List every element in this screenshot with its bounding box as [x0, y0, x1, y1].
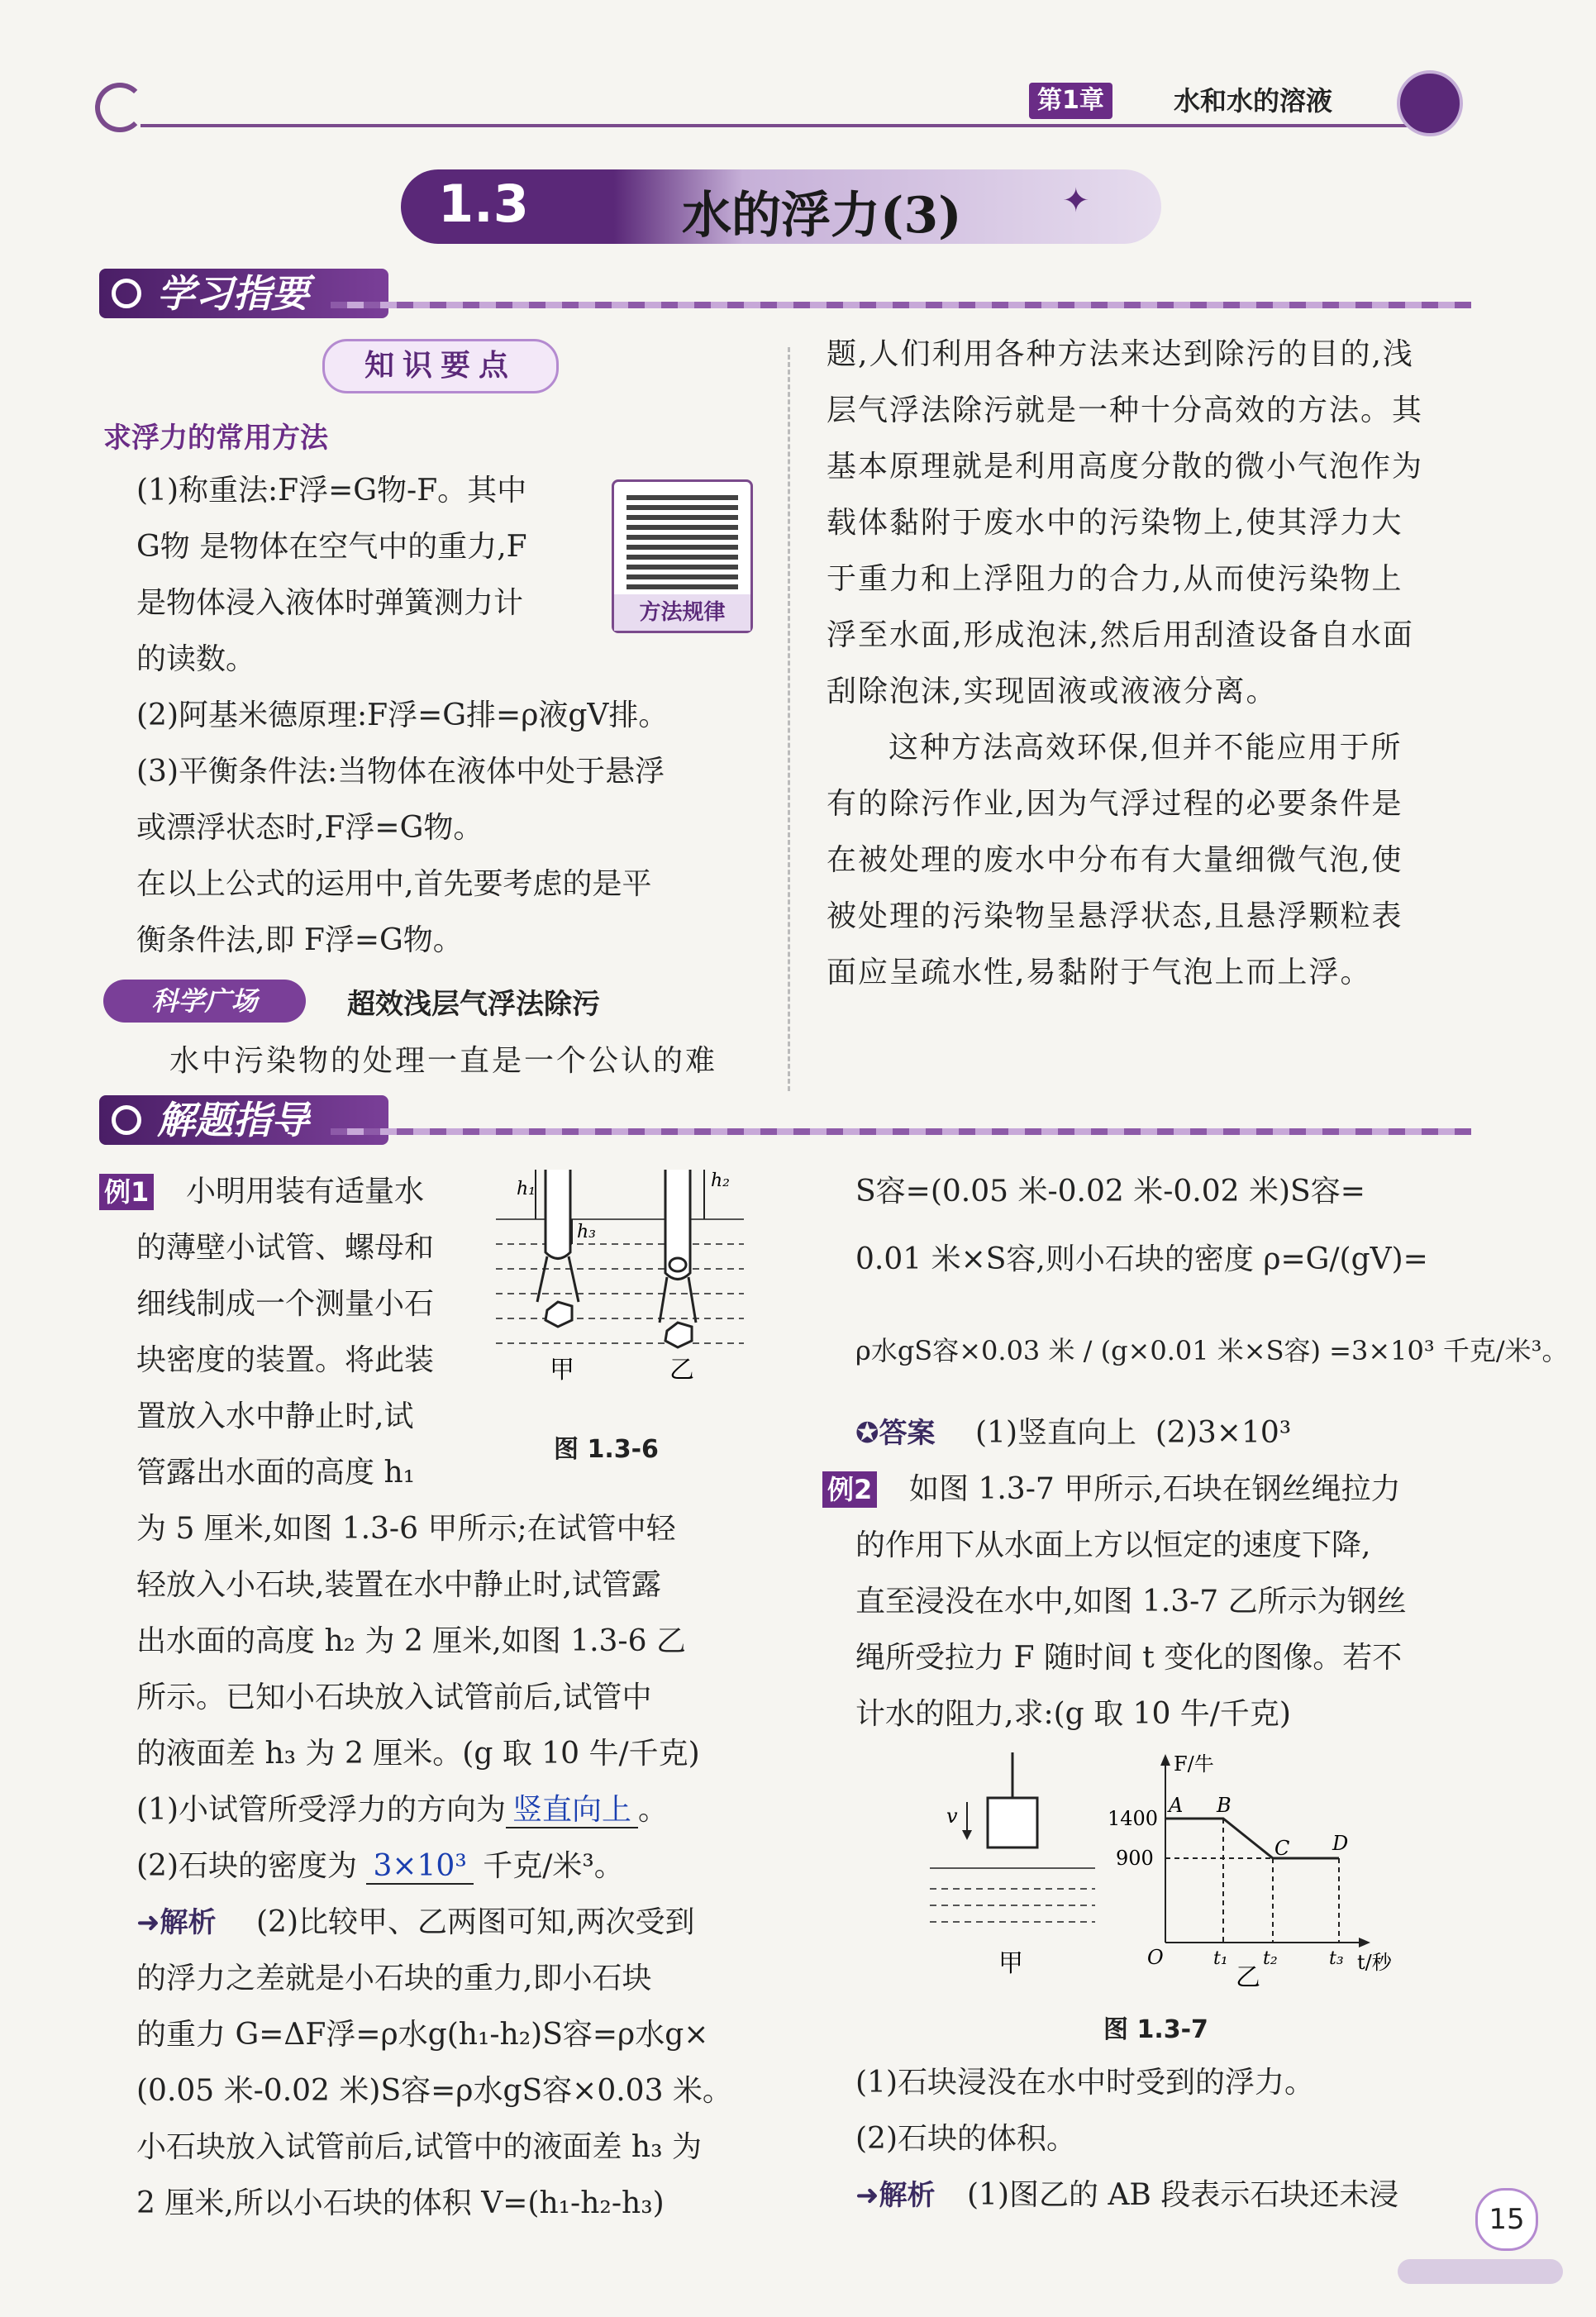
- science-text: 水中污染物的处理一直是一个公认的难: [169, 1044, 718, 1078]
- star-icon: ✪: [855, 1417, 879, 1450]
- study-guide-icon: [112, 279, 141, 308]
- study-line: 在以上公式的运用中,首先要考虑的是平: [136, 867, 652, 901]
- science-text: 刮除泡沫,实现固液或液液分离。: [827, 675, 1278, 708]
- analysis-right-line: S容=(0.05 米-0.02 米-0.02 米)S容=: [855, 1175, 1365, 1209]
- example2-line: 如图 1.3-7 甲所示,石块在钢丝绳拉力: [909, 1472, 1401, 1506]
- question-text: (2)石块的密度为: [136, 1849, 357, 1883]
- study-line: 或漂浮状态时,F浮=G物。: [136, 811, 484, 845]
- study-line: (3)平衡条件法:当物体在液体中处于悬浮: [136, 755, 665, 789]
- science-text: 浮至水面,形成泡沫,然后用刮渣设备自水面: [827, 618, 1414, 652]
- analysis-line: (2)比较甲、乙两图可知,两次受到: [256, 1905, 695, 1939]
- answer-label: 答案: [879, 1417, 936, 1450]
- study-line: 衡条件法,即 F浮=G物。: [136, 923, 463, 957]
- example1-line: 细线制成一个测量小石: [136, 1287, 435, 1321]
- example1-line: 的液面差 h₃ 为 2 厘米。(g 取 10 牛/千克): [136, 1737, 700, 1771]
- example2-question-2: (2)石块的体积。: [855, 2122, 1076, 2156]
- origin-label: O: [1147, 1946, 1164, 1969]
- label-h2: h₂: [711, 1170, 730, 1191]
- chapter-title: 水和水的溶液: [1174, 85, 1333, 117]
- example2-question-1: (1)石块浸没在水中时受到的浮力。: [855, 2066, 1314, 2100]
- test-tube-b: [660, 1170, 696, 1347]
- tick-t2: t₂: [1263, 1948, 1278, 1969]
- water-lines: [496, 1219, 744, 1343]
- example1-line: 为 5 厘米,如图 1.3-6 甲所示;在试管中轻: [136, 1512, 676, 1546]
- x-axis-label: t/秒: [1357, 1951, 1392, 1974]
- tick-1400: 1400: [1108, 1807, 1159, 1830]
- stone-block: [988, 1798, 1037, 1847]
- example2-line: 的作用下从水面上方以恒定的速度下降,: [855, 1528, 1371, 1562]
- example1-line: 所示。已知小石块放入试管前后,试管中: [136, 1681, 652, 1714]
- header-badge-icon: [1397, 70, 1463, 136]
- label-h1: h₁: [517, 1179, 536, 1199]
- question-text: (1)小试管所受浮力的方向为: [136, 1793, 506, 1827]
- sparkle-icon: ✦: [1062, 182, 1090, 220]
- example1-tag: 例1: [99, 1174, 154, 1210]
- science-text: 有的除污作业,因为气浮过程的必要条件是: [827, 787, 1403, 821]
- test-tube-a: [537, 1170, 579, 1327]
- guide-lines: [1165, 1819, 1339, 1943]
- science-text: 在被处理的废水中分布有大量细微气泡,使: [827, 843, 1403, 877]
- point-b: B: [1217, 1794, 1232, 1817]
- study-line: (1)称重法:F浮=G物-F。其中: [136, 474, 527, 508]
- analysis-tag: [136, 1895, 217, 1951]
- science-text: 基本原理就是利用高度分散的微小气泡作为: [827, 450, 1424, 484]
- force-curve: [1165, 1819, 1339, 1858]
- figure-1-3-7-b: [1099, 1744, 1405, 1992]
- example2-analysis: (1)图乙的 AB 段表示石块还未浸: [967, 2178, 1399, 2212]
- point-d: D: [1332, 1832, 1349, 1855]
- science-text: 面应呈疏水性,易黏附于气泡上而上浮。: [827, 956, 1372, 989]
- qr-code[interactable]: [612, 479, 753, 633]
- qr-label: 方法规律: [614, 594, 750, 631]
- label-b: 乙: [1236, 1963, 1260, 1992]
- point-c: C: [1274, 1837, 1290, 1860]
- analysis-line: 的浮力之差就是小石块的重力,即小石块: [136, 1962, 652, 1995]
- tick-t1: t₁: [1213, 1948, 1228, 1969]
- example1-line: 出水面的高度 h₂ 为 2 厘米,如图 1.3-6 乙: [136, 1624, 686, 1658]
- column-divider: [788, 347, 790, 1091]
- answer-blank: 3×10³: [366, 1849, 473, 1885]
- science-text: 载体黏附于废水中的污染物上,使其浮力大: [827, 506, 1403, 540]
- example1-line: 的薄壁小试管、螺母和: [136, 1231, 435, 1265]
- knowledge-points-label: 知识要点: [322, 339, 559, 393]
- section-number: 1.3: [438, 174, 529, 234]
- label-h3: h₃: [577, 1222, 596, 1242]
- water-surface: [930, 1868, 1095, 1922]
- answer-blank: 竖直向上: [506, 1793, 638, 1828]
- example2-line: 直至浸没在水中,如图 1.3-7 乙所示为钢丝: [855, 1585, 1407, 1619]
- chapter-tag: 第1章: [1029, 83, 1112, 119]
- example2-analysis-tag: [855, 2167, 936, 2224]
- solving-guide-heading: 解题指导: [99, 1095, 388, 1145]
- study-line: 是物体浸入液体时弹簧测力计: [136, 586, 524, 620]
- analysis-label: 解析: [160, 1906, 217, 1939]
- analysis-line: (0.05 米-0.02 米)S容=ρ水gS容×0.03 米。: [136, 2074, 732, 2108]
- study-line: 的读数。: [136, 642, 256, 676]
- example2-line: 计水的阻力,求:(g 取 10 牛/千克): [855, 1697, 1291, 1731]
- analysis-right-line: 0.01 米×S容,则小石块的密度 ρ=G/(gV)=: [855, 1242, 1428, 1276]
- example1-line: 轻放入小石块,装置在水中静止时,试管露: [136, 1568, 661, 1602]
- footer-decoration: [1398, 2259, 1563, 2284]
- study-line: G物 是物体在空气中的重力,F: [136, 530, 527, 564]
- label-a: 甲: [550, 1356, 574, 1385]
- label-a: 甲: [998, 1949, 1023, 1978]
- topic-heading: 求浮力的常用方法: [103, 422, 328, 455]
- figure-1-3-6: [479, 1161, 760, 1409]
- example1-line: 小明用装有适量水: [186, 1175, 425, 1209]
- arrow-icon: ➜: [136, 1906, 160, 1939]
- period: 。: [638, 1793, 669, 1827]
- analysis-right-line: ρ水gS容×0.03 米 / (g×0.01 米×S容) =3×10³ 千克/米³。: [855, 1335, 1569, 1366]
- solving-guide-rule: [331, 1128, 1471, 1135]
- y-axis-arrow: [1160, 1754, 1170, 1766]
- figure-1-3-7-caption: 图 1.3-7: [1103, 2015, 1208, 2044]
- y-axis-label: F/牛: [1174, 1752, 1214, 1776]
- example2-tag: 例2: [822, 1471, 877, 1508]
- science-title: 超效浅层气浮法除污: [347, 988, 600, 1021]
- figure-1-3-7-a: [909, 1744, 1108, 1984]
- example1-question-2: [136, 1838, 624, 1895]
- science-tag: 科学广场: [103, 980, 306, 1023]
- example1-question-1: [136, 1782, 668, 1838]
- arrow-head: [962, 1830, 972, 1840]
- label-v: v: [946, 1804, 958, 1828]
- example1-line: 置放入水中静止时,试: [136, 1399, 414, 1433]
- example2-line: 绳所受拉力 F 随时间 t 变化的图像。若不: [855, 1641, 1403, 1675]
- analysis-line: 2 厘米,所以小石块的体积 V=(h₁-h₂-h₃): [136, 2186, 665, 2220]
- page-number: 15: [1475, 2188, 1538, 2251]
- science-text: 被处理的污染物呈悬浮状态,且悬浮颗粒表: [827, 899, 1403, 933]
- unit-text: 千克/米³。: [483, 1849, 624, 1883]
- science-text: 层气浮法除污就是一种十分高效的方法。其: [827, 393, 1424, 427]
- study-guide-heading: 学习指要: [99, 269, 388, 318]
- tick-t3: t₃: [1329, 1948, 1344, 1969]
- study-guide-rule: [331, 302, 1471, 308]
- tick-900: 900: [1116, 1847, 1154, 1870]
- science-text: 题,人们利用各种方法来达到除污的目的,浅: [827, 337, 1414, 371]
- science-text: 这种方法高效环保,但并不能应用于所: [889, 731, 1403, 765]
- answer-row: [855, 1405, 936, 1461]
- point-a: A: [1169, 1794, 1184, 1817]
- solving-guide-icon: [112, 1105, 141, 1135]
- qr-pattern: [626, 490, 738, 589]
- science-text: 于重力和上浮阻力的合力,从而使污染物上: [827, 562, 1403, 596]
- arrow-icon: ➜: [855, 2179, 879, 2212]
- analysis-label: 解析: [879, 2179, 936, 2212]
- header-logo-icon: [95, 83, 145, 132]
- study-line: (2)阿基米德原理:F浮=G排=ρ液gV排。: [136, 698, 669, 732]
- example1-line: 管露出水面的高度 h₁: [136, 1456, 416, 1490]
- section-title: 水的浮力(3): [682, 187, 962, 245]
- label-b: 乙: [669, 1356, 694, 1385]
- example1-line: 块密度的装置。将此装: [136, 1343, 435, 1377]
- figure-1-3-6-caption: 图 1.3-6: [554, 1435, 659, 1464]
- analysis-line: 小石块放入试管前后,试管中的液面差 h₃ 为: [136, 2130, 702, 2164]
- answer-text: (1)竖直向上 (2)3×10³: [975, 1416, 1292, 1450]
- x-axis-arrow: [1359, 1938, 1370, 1948]
- header-rule: [141, 124, 1413, 127]
- analysis-line: 的重力 G=ΔF浮=ρ水g(h₁-h₂)S容=ρ水g×: [136, 2018, 709, 2052]
